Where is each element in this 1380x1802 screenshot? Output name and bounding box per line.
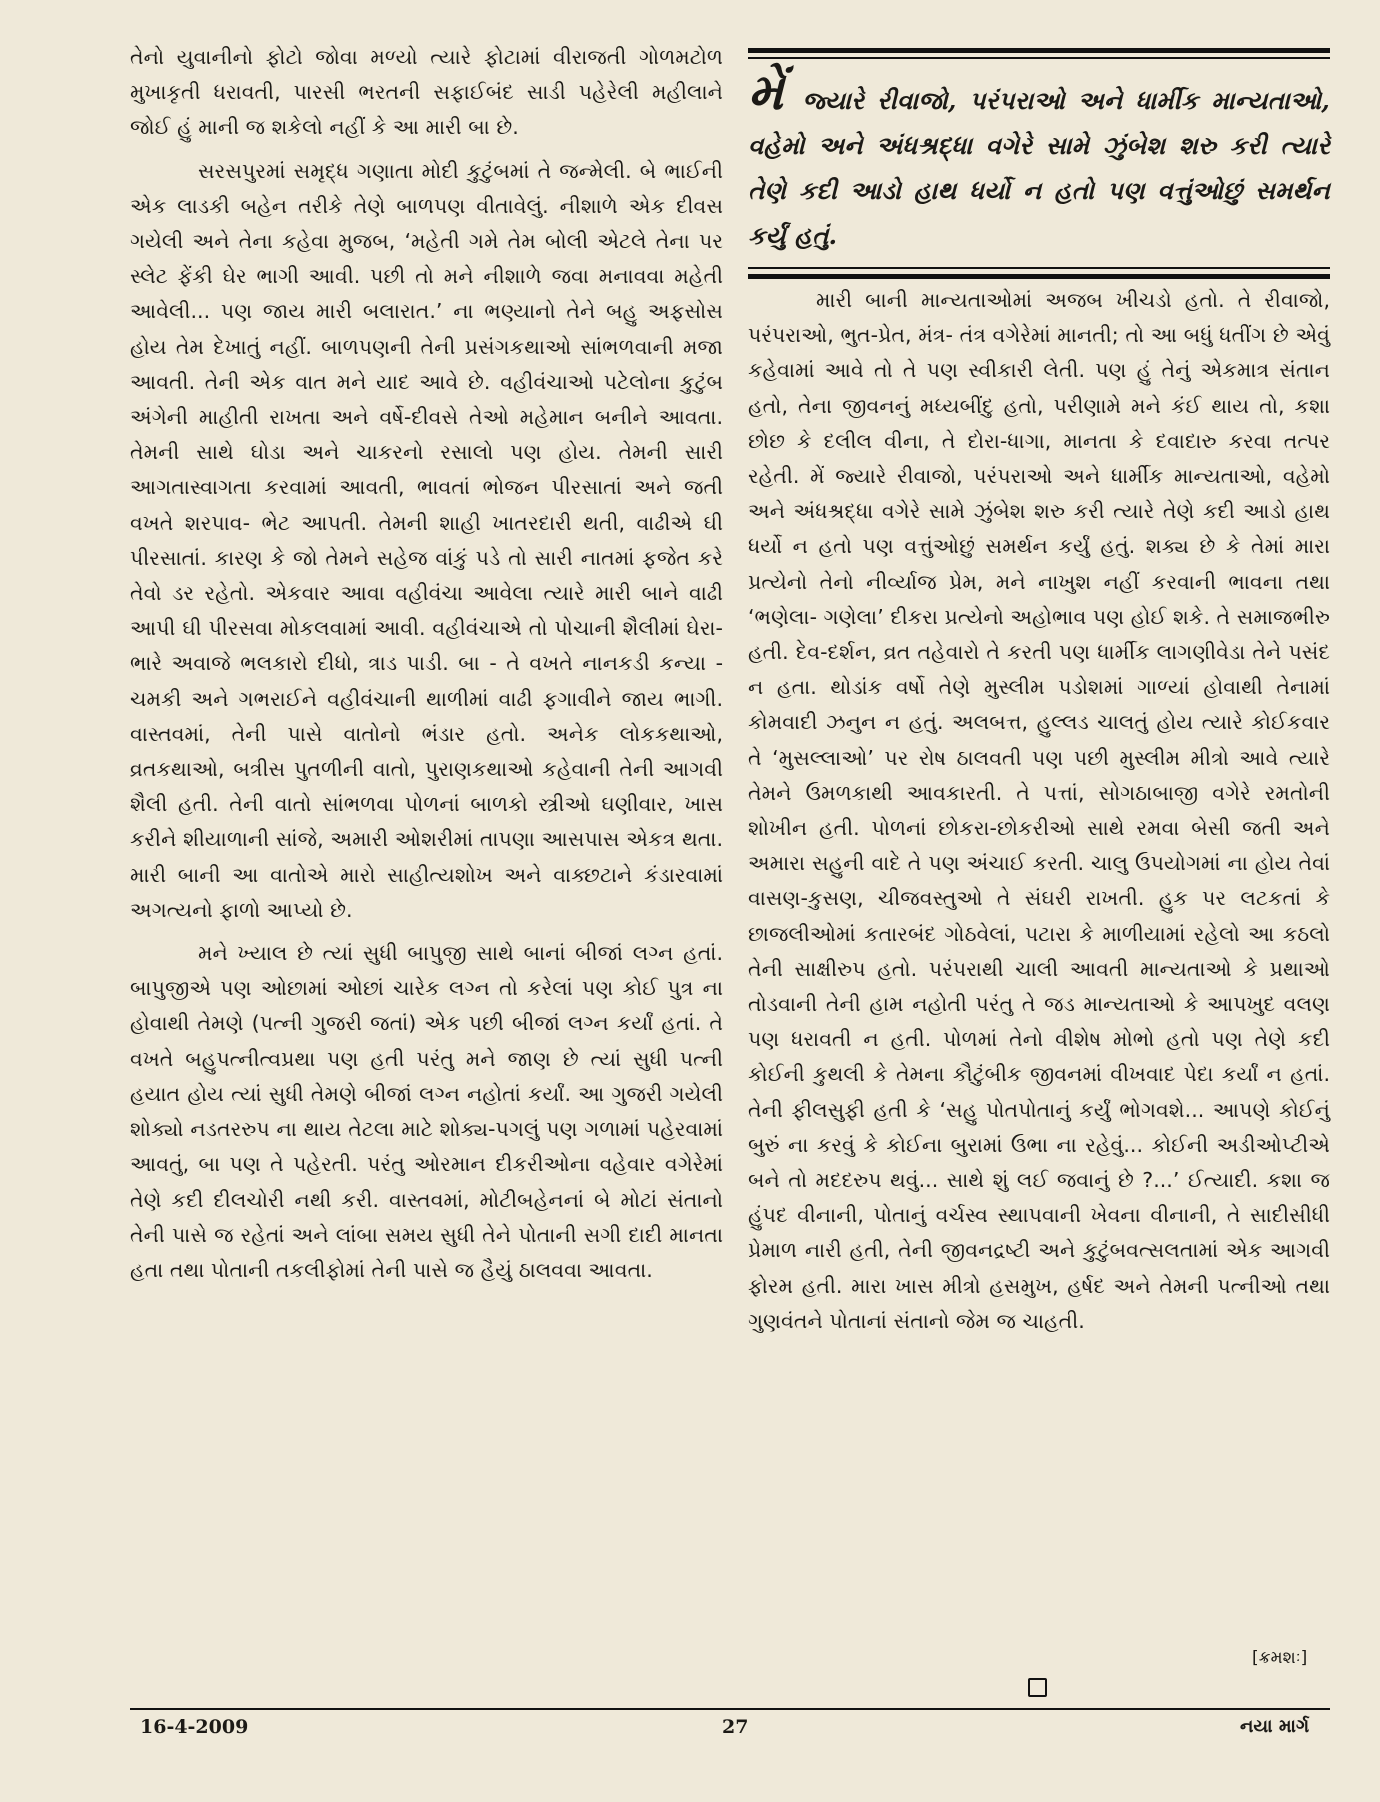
end-of-article-mark [1028,1678,1047,1697]
footer-date: 16-4-2009 [140,1716,249,1738]
right-paragraph-1: મારી બાની માન્યતાઓમાં અજબ ખીચડો હતો. તે રીવાજો, પરંપરાઓ, ભુત-પ્રેત, મંત્ર- તંત્ર વગેરેમાં માનતી; તો આ બધું ધતીંગ છે એવું કહેવામાં આવે તો તે પણ સ્વીકારી લેતી. પણ હું તેનું એકમાત્ર સંતાન હતો, તેના જીવનનું મધ્યબીંદુ હતો, પરીણામે મને કંઈ થાય તો, કશા છોછ કે દલીલ વીના, તે દોરા-ધાગા, માનતા કે દવાદારુ કરવા તત્પર રહેતી. મેં જ્યારે રીવાજો, પરંપરાઓ અને ધાર્મીક માન્યતાઓ, વહેમો અને અંધશ્રદ્ધા વગેરે સામે ઝુંબેશ શરુ કરી ત્યારે તેણે કદી આડો હાથ ધર્યો ન હતો પણ વત્તુંઓછું સમર્થન કર્યું હતું. શક્ય છે કે તેમાં મારા પ્રત્યેનો તેનો નીર્વ્યાજ પ્રેમ, મને નાખુશ નહીં કરવાની ભાવના તથા ‘ભણેલા- ગણેલા’ દીકરા પ્રત્યેનો અહોભાવ પણ હોઈ શકે. તે સમાજભીરુ હતી. દેવ-દર્શન, વ્રત તહેવારો તે કરતી પણ ધાર્મીક લાગણીવેડા તેને પસંદ ન હતા. થોડાંક વર્ષો તેણે મુસ્લીમ પડોશમાં ગાળ્યાં હોવાથી તેનામાં કોમવાદી ઝનુન ન હતું. અલબત્ત, હુલ્લડ ચાલતું હોય ત્યારે કોઈકવાર તે ‘મુસલ્લાઓ’ પર રોષ ઠાલવતી પણ પછી મુસ્લીમ મીત્રો આવે ત્યારે તેમને ઉમળકાથી આવકારતી. તે પત્તાં, સોગઠાબાજી વગેરે રમતોની શોખીન હતી. પોળનાં છોકરા-છોકરીઓ સાથે રમવા બેસી જતી અને અમારા સહુની વાદે તે પણ અંચાઈ કરતી. ચાલુ ઉપયોગમાં ના હોય તેવાં વાસણ-કુસણ, ચીજવસ્તુઓ તે સંઘરી રાખતી. હુક પર લટકતાં કે છાજલીઓમાં કતારબંદ ગોઠવેલાં, પટારા કે માળીયામાં રહેલો આ કઠલો તેની સાક્ષીરુપ હતો. પરંપરાથી ચાલી આવતી માન્યતાઓ કે પ્રથાઓ તોડવાની તેની હામ નહોતી પરંતુ તે જડ માન્યતાઓ કે આપખુદ વલણ પણ ધરાવતી ન હતી. પોળમાં તેનો વીશેષ મોભો હતો પણ તેણે કદી કોઈની કુથલી કે તેમના કૌટુંબીક જીવનમાં વીખવાદ પેદા કર્યાં ન હતાં. તેની ફીલસુફી હતી કે ‘સહુ પોતપોતાનું કર્યું ભોગવશે... આપણે કોઈનું બુરું ના કરવું કે કોઈના બુરામાં ઉભા ના રહેવું... કોઈની અડીઓપ્ટીએ બને તો મદદરુપ થવું... સાથે શું લઈ જવાનું છે ?...’ ઈત્યાદી. કશા જ હુંપદ વીનાની, પોતાનું વર્ચસ્વ સ્થાપવાની ખેવના વીનાની, તે સાદીસીધી પ્રેમાળ નારી હતી, તેની જીવનદ્રષ્ટી અને કુટુંબવત્સલતામાં એક આગવી ફોરમ હતી. મારા ખાસ મીત્રો હસમુખ, હર્ષદ અને તેમની પત્નીઓ તથા ગુણવંતને પોતાનાં સંતાનો જેમ જ ચાહતી. [748,288,1330,1333]
pull-quote-bottom-rule-thin [748,267,1330,269]
pull-quote-dropcap: મેં [748,62,784,121]
pull-quote-bottom-rule-thick [748,274,1330,279]
left-paragraph-2: સરસપુરમાં સમૃદ્ધ ગણાતા મોદી કુટુંબમાં તે જન્મેલી. બે ભાઈની એક લાડકી બહેન તરીકે તેણે બાળપણ વીતાવેલું. નીશાળે એક દીવસ ગયેલી અને તેના કહેવા મુજબ, ‘મહેતી ગમે તેમ બોલી એટલે તેના પર સ્લેટ ફેંકી ઘેર ભાગી આવી. પછી તો મને નીશાળે જવા મનાવવા મહેતી આવેલી... પણ જાય મારી બલારાત.’ ના ભણ્યાનો તેને બહુ અફસોસ હોય તેમ દેખાતું નહીં. બાળપણની તેની પ્રસંગકથાઓ સાંભળવાની મજા આવતી. તેની એક વાત મને યાદ આવે છે. વહીવંચાઓ પટેલોના કુટુંબ અંગેની માહીતી રાખતા અને વર્ષે-દીવસે તેઓ મહેમાન બનીને આવતા. તેમની સાથે ઘોડા અને ચાકરનો રસાલો પણ હોય. તેમની સારી આગતાસ્વાગતા કરવામાં આવતી, ભાવતાં ભોજન પીરસાતાં અને જતી વખતે શરપાવ- ભેટ આપતી. તેમની શાહી ખાતરદારી થતી, વાઢીએ ઘી પીરસાતાં. કારણ કે જો તેમને સહેજ વાંકું પડે તો સારી નાતમાં ફજેત કરે તેવો ડર રહેતો. એકવાર આવા વહીવંચા આવેલા ત્યારે મારી બાને વાઢી આપી ઘી પીરસવા મોકલવામાં આવી. વહીવંચાએ તો પોચાની શૈલીમાં ઘેરા-ભારે અવાજે ભલકારો દીધો, ત્રાડ પાડી. બા - તે વખતે નાનકડી કન્યા - ચમકી અને ગભરાઈને વહીવંચાની થાળીમાં વાઢી ફગાવીને જાય ભાગી. વાસ્તવમાં, તેની પાસે વાતોનો ભંડાર હતો. અનેક લોકકથાઓ, વ્રતકથાઓ, બત્રીસ પુતળીની વાતો, પુરાણકથાઓ કહેવાની તેની આગવી શૈલી હતી. તેની વાતો સાંભળવા પોળનાં બાળકો સ્ત્રીઓ ઘણીવાર, ખાસ કરીને શીયાળાની સાંજે, અમારી ઓશરીમાં તાપણા આસપાસ એકત્ર થતા. મારી બાની આ વાતોએ મારો સાહીત્યશોખ અને વાક્છટાને કંડારવામાં અગત્યનો ફાળો આપ્યો છે. [130,158,723,922]
right-column [748,283,1330,1339]
page-number: 27 [722,1716,749,1738]
continued-label: [ક્રમશઃ] [1252,1648,1308,1668]
pull-quote-text-block [748,62,1330,258]
pull-quote-top-rule-thin [748,57,1330,59]
pull-quote-text: જ્યારે રીવાજો, પરંપરાઓ અને ધાર્મીક માન્યતાઓ, વહેમો અને અંધશ્રદ્ધા વગેરે સામે ઝુંબેશ શરુ કરી ત્યારે તેણે કદી આડો હાથ ધર્યો ન હતો પણ વત્તુંઓછું સમર્થન કર્યું હતું. [748,86,1330,250]
pull-quote-top-rule-thick [748,48,1330,53]
publication-name: નયા માર્ગ [1240,1716,1310,1737]
pull-quote [748,42,1330,282]
footer-rule [130,1708,1330,1710]
left-paragraph-3: મને ખ્યાલ છે ત્યાં સુધી બાપુજી સાથે બાનાં બીજાં લગ્ન હતાં. બાપુજીએ પણ ઓછામાં ઓછાં ચારેક લગ્ન તો કરેલાં પણ કોઈ પુત્ર ના હોવાથી તેમણે (પત્ની ગુજરી જતાં) એક પછી બીજાં લગ્ન કર્યાં હતાં. તે વખતે બહુપત્નીત્વપ્રથા પણ હતી પરંતુ મને જાણ છે ત્યાં સુધી પત્ની હયાત હોય ત્યાં સુધી તેમણે બીજાં લગ્ન નહોતાં કર્યાં. આ ગુજરી ગયેલી શોક્યો નડતરરુપ ના થાય તેટલા માટે શોક્ય-પગલું પણ ગળામાં પહેરવામાં આવતું, બા પણ તે પહેરતી. પરંતુ ઓરમાન દીકરીઓના વહેવાર વગેરેમાં તેણે કદી દીલચોરી નથી કરી. વાસ્તવમાં, મોટીબહેનનાં બે મોટાં સંતાનો તેની પાસે જ રહેતાં અને લાંબા સમય સુધી તેને પોતાની સગી દાદી માનતા હતા તથા પોતાની તકલીફોમાં તેની પાસે જ હૈયું ઠાલવવા આવતા. [130,941,723,1282]
left-column [130,40,723,1288]
left-paragraph-1: તેનો યુવાનીનો ફોટો જોવા મળ્યો ત્યારે ફોટામાં વીરાજતી ગોળમટોળ મુખાકૃતી ધરાવતી, પારસી ભરતની સફાઈબંદ સાડી પહેરેલી મહીલાને જોઈ હું માની જ શકેલો નહીં કે આ મારી બા છે. [130,45,723,140]
